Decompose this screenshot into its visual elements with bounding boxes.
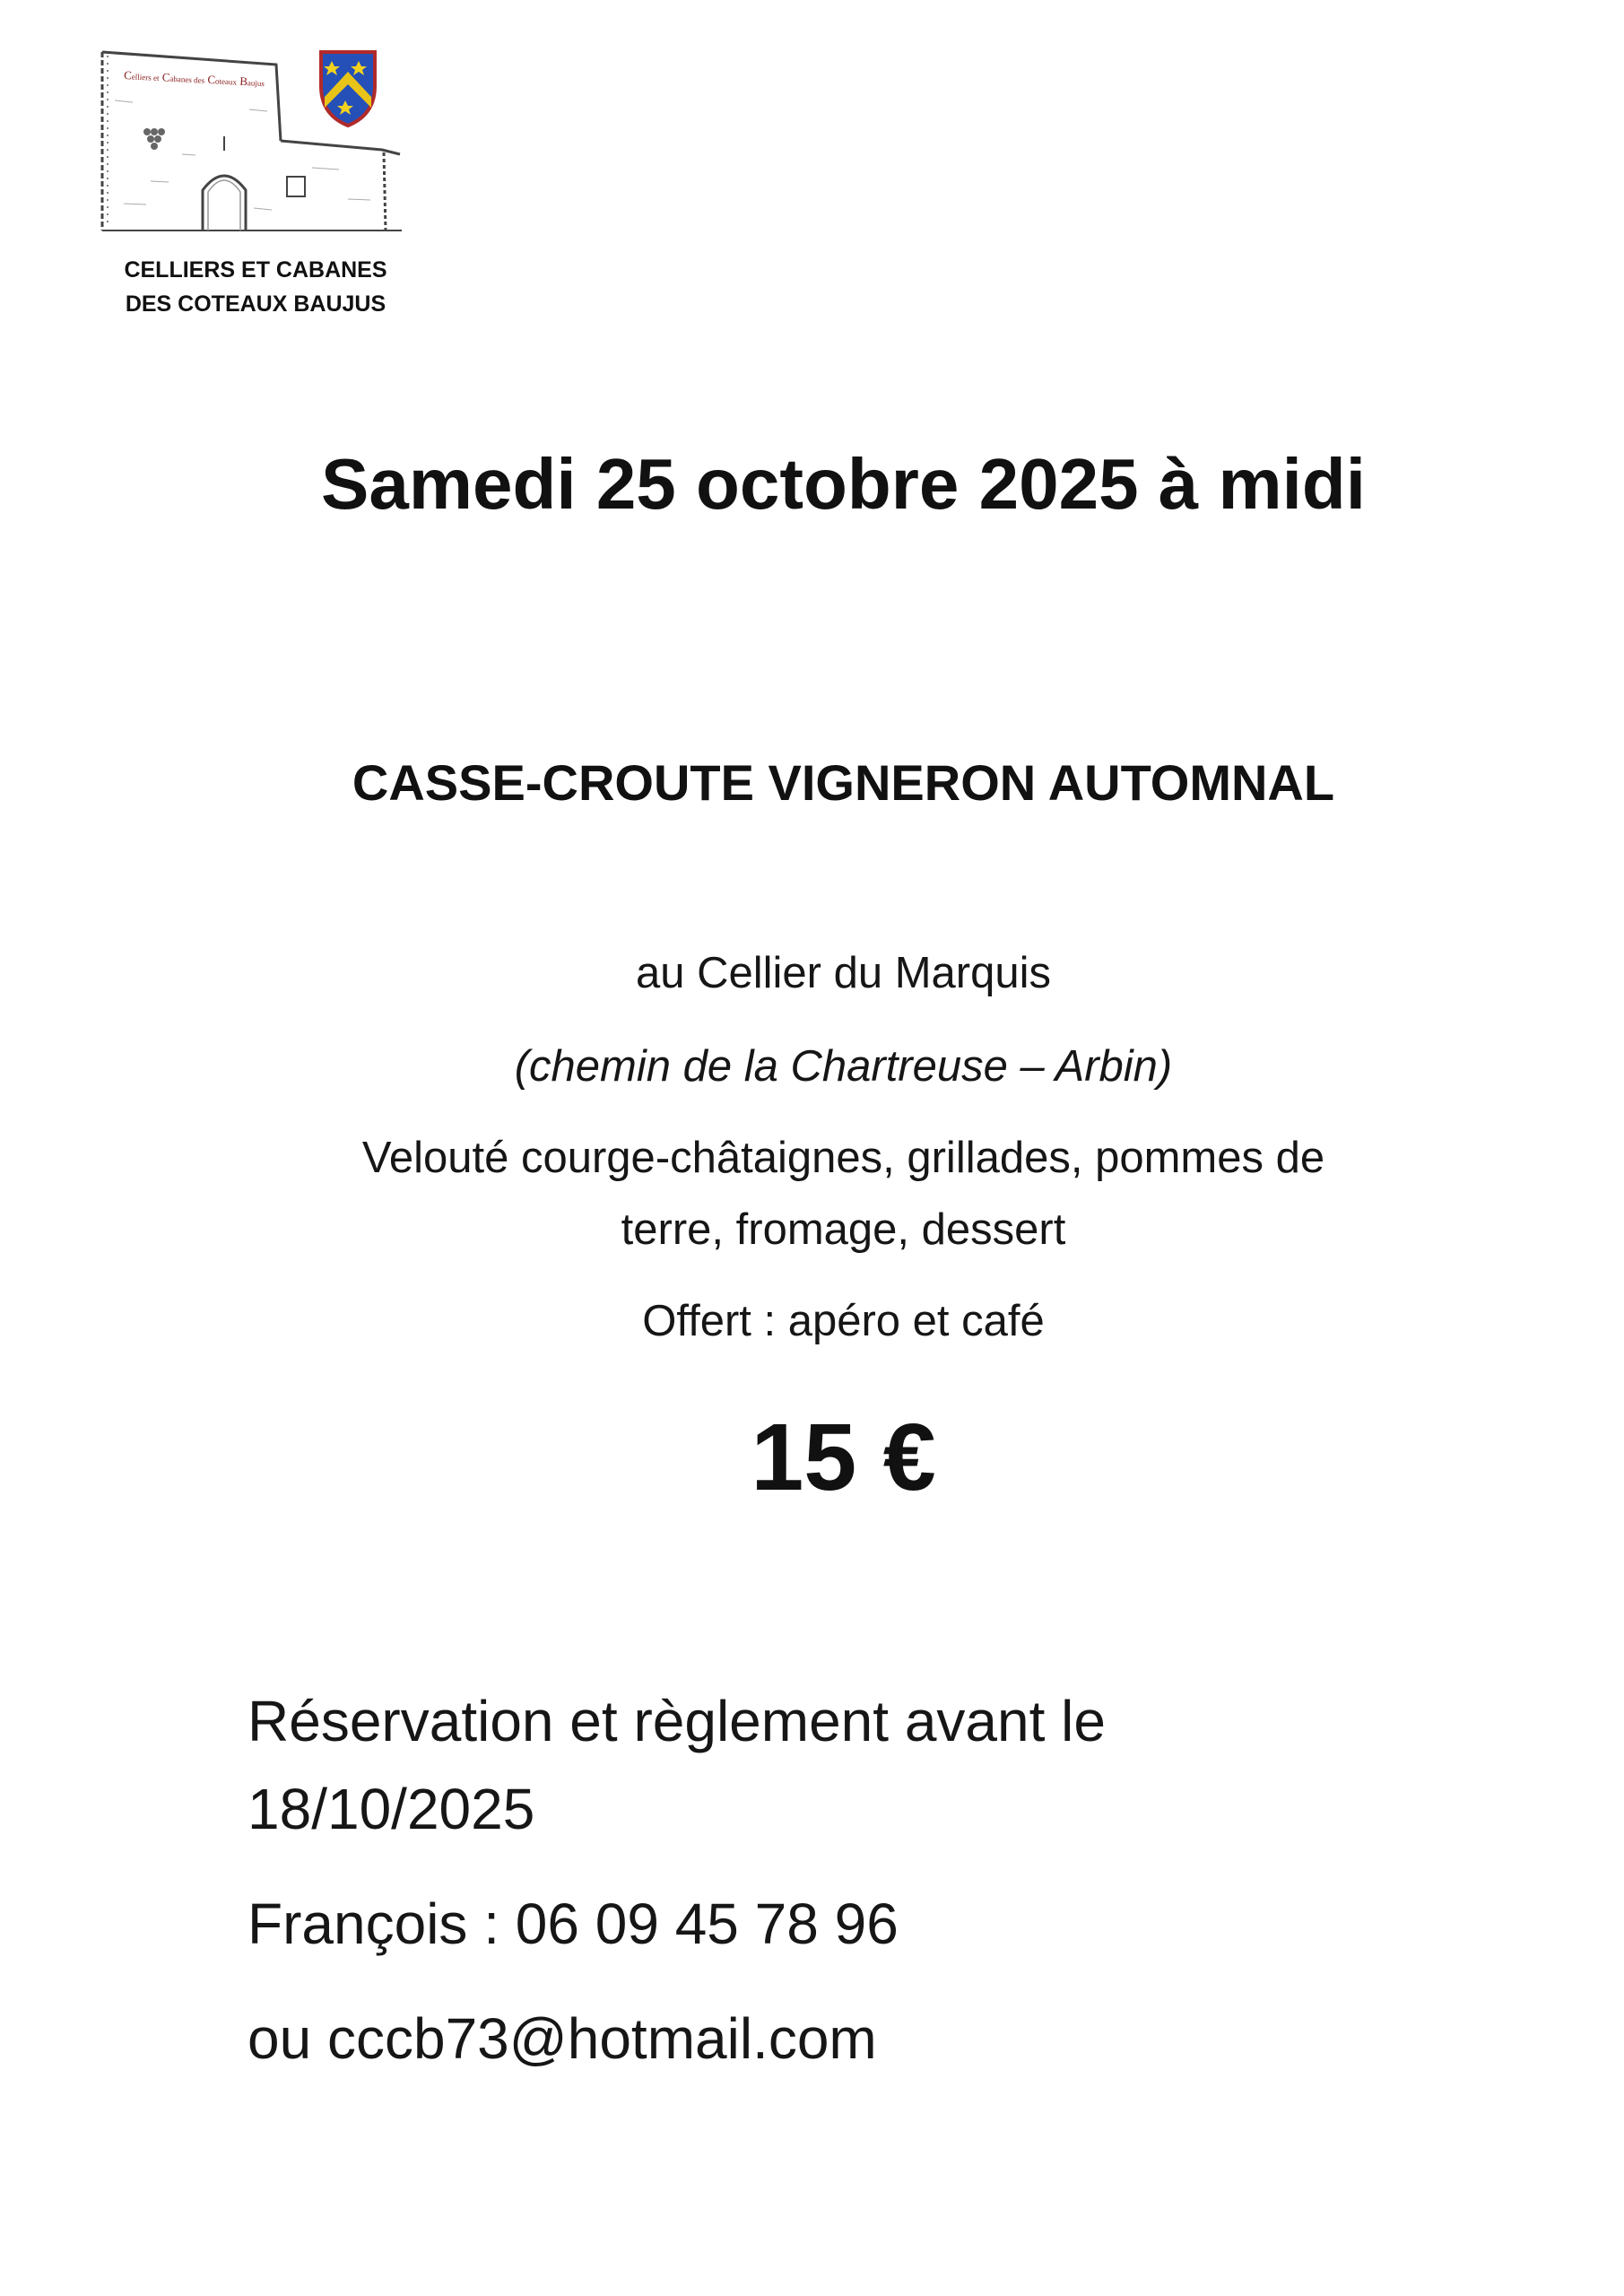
organization-name-line1: CELLIERS ET CABANES bbox=[124, 257, 387, 283]
event-title: CASSE-CROUTE VIGNERON AUTOMNAL bbox=[352, 754, 1335, 811]
event-address: (chemin de la Chartreuse – Arbin) bbox=[514, 1042, 1173, 1091]
contact-email[interactable]: ou cccb73@hotmail.com bbox=[248, 2006, 877, 2071]
organization-name-line2: DES COTEAUX BAUJUS bbox=[125, 291, 386, 317]
svg-text:Celliers et Cabanes des Coteau: Celliers et Cabanes des Coteaux Baujus bbox=[123, 68, 265, 89]
organization-logo bbox=[97, 47, 411, 235]
contact-block bbox=[248, 1677, 1548, 2083]
event-menu-line1: Velouté courge-châtaignes, grillades, pommes de bbox=[361, 1134, 1325, 1182]
event-price: 15 € bbox=[751, 1405, 936, 1510]
event-offered: Offert : apéro et café bbox=[642, 1297, 1045, 1345]
reservation-deadline: 18/10/2025 bbox=[248, 1777, 535, 1841]
heraldic-crest-icon bbox=[321, 52, 375, 126]
event-menu-line2: terre, fromage, dessert bbox=[621, 1205, 1066, 1254]
event-details bbox=[0, 937, 1624, 1357]
contact-phone: François : 06 09 45 78 96 bbox=[248, 1892, 899, 1956]
reservation-line1: Réservation et règlement avant le bbox=[248, 1689, 1106, 1753]
cellar-building-icon bbox=[97, 47, 411, 235]
organization-name bbox=[90, 253, 421, 321]
event-place: au Cellier du Marquis bbox=[636, 949, 1051, 997]
event-date-headline: Samedi 25 octobre 2025 à midi bbox=[321, 444, 1366, 524]
